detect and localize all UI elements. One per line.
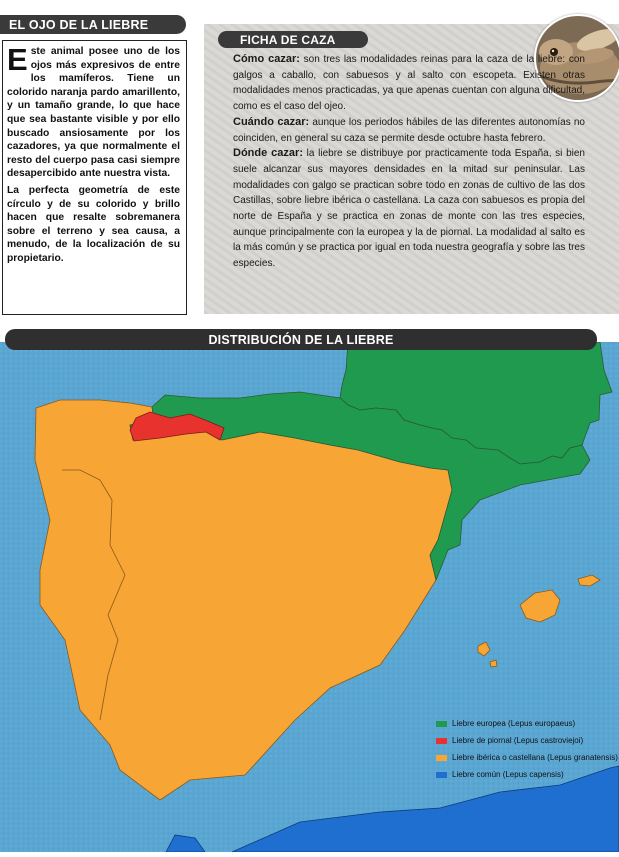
how-text: son tres las modalidades reinas para la caza de la liebre: con galgos a caballo, con sabuesos y al salto con escopeta. Existen otras modalidades menos practicadas, ya que apenas cuentan con alguna dificultad, como es el caso del ojeo. xyxy=(233,54,585,113)
eye-paragraph-2: La perfecta geometría de este círculo y de su colorido y brillo hacen que resalte sobremanera sobre el terreno y sea causa, a menudo, de la localización de su propietario. xyxy=(7,184,180,264)
legend-swatch xyxy=(436,721,447,727)
hunt-section-text xyxy=(233,52,585,272)
hunt-section-title-text: FICHA DE CAZA xyxy=(240,33,336,47)
legend-label: Liebre ibérica o castellana (Lepus granatensis) xyxy=(452,753,618,762)
eye-section-text xyxy=(7,42,180,266)
eye-section-title xyxy=(0,15,186,34)
legend-label: Liebre de piornal (Lepus castroviejoi) xyxy=(452,736,584,745)
map-section-title-text: DISTRIBUCIÓN DE LA LIEBRE xyxy=(208,333,394,347)
legend-label: Liebre común (Lepus capensis) xyxy=(452,770,564,779)
eye-paragraph-1: ste animal posee uno de los ojos más expresivos de entre los mamíferos. Tiene un colorido naranja pardo amarillento, y un tamaño grande, lo que hace que sea bastante visible y por ello buscado ansiosamente por los cazadores, ya que normalmente el resto del cuerpo pasa casi siempre desapercibido ante nuestra vista. xyxy=(7,46,180,180)
legend-item xyxy=(436,732,618,749)
when-label: Cuándo cazar: xyxy=(233,115,310,128)
legend-swatch xyxy=(436,755,447,761)
legend-swatch xyxy=(436,738,447,744)
map-legend xyxy=(436,715,618,783)
how-label: Cómo cazar: xyxy=(233,53,300,65)
where-text: la liebre se distribuye por practicamente toda España, si bien suele alcanzar sus mayores densidades en la mitad sur peninsular. Las modalidades con galgo se practican sobre todo en zonas de cultivo de las dos Castillas, sobre liebre ibérica o castellana. La caza con sabuesos es propia del norte de España y se practica en zonas de monte con las tres especies, aunque principalmente con la europea y la de piornal. La modalidad al salto es la más común y se practica por igual en toda nuestra geografía y sobre las tres especies. xyxy=(233,148,585,270)
map-section-title xyxy=(5,329,597,350)
where-label: Dónde cazar: xyxy=(233,147,303,160)
eye-section-box xyxy=(2,40,187,315)
legend-item xyxy=(436,749,618,766)
legend-label: Liebre europea (Lepus europaeus) xyxy=(452,719,576,728)
dropcap: E xyxy=(7,42,28,77)
hunt-section-title xyxy=(218,31,368,48)
legend-item xyxy=(436,766,618,783)
legend-swatch xyxy=(436,772,447,778)
legend-item xyxy=(436,715,618,732)
eye-section-title-text: EL OJO DE LA LIEBRE xyxy=(9,18,149,32)
when-text: aunque los periodos hábiles de las diferentes autonomías no coinciden, en general su caza se permite desde octubre hasta febrero. xyxy=(233,116,585,144)
